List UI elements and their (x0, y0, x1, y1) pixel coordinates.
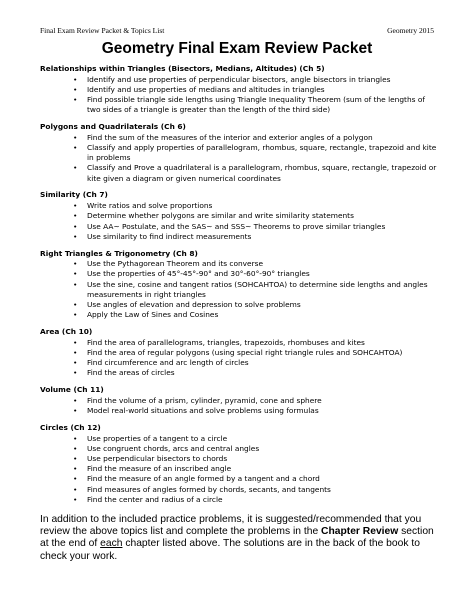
list-item-text: Classify and Prove a quadrilateral is a parallelogram, rhombus, square, rectangle, trapezoid or kite given a diagram or given numerical coordinates (87, 163, 437, 183)
list-item-text: Use properties of a tangent to a circle (87, 433, 228, 443)
list-item (40, 310, 440, 320)
bullet-icon: • (73, 464, 78, 474)
bullet-icon: • (73, 406, 78, 416)
topic-list (40, 133, 440, 184)
section-heading: Relationships within Triangles (Bisectors, Medians, Altitudes) (Ch 5) (40, 64, 325, 73)
list-item-text: Find the measure of an angle formed by a tangent and a chord (87, 474, 320, 484)
list-item-text: Find the area of parallelograms, triangles, trapezoids, rhombuses and kites (87, 337, 365, 347)
list-item (40, 338, 440, 348)
list-item (40, 485, 440, 495)
list-item (40, 232, 440, 242)
list-item (40, 95, 440, 115)
list-item-text: Use similarity to find indirect measurements (87, 231, 252, 241)
list-item (40, 474, 440, 484)
list-item-text: Find the areas of circles (87, 368, 175, 378)
list-item (40, 406, 440, 416)
list-item (40, 368, 440, 378)
list-item-text: Write ratios and solve proportions (87, 201, 213, 211)
topics-list (40, 64, 440, 512)
section-heading: Volume (Ch 11) (40, 385, 104, 395)
list-item (40, 464, 440, 474)
list-item (40, 163, 440, 183)
bullet-icon: • (73, 300, 78, 310)
bullet-icon: • (73, 368, 78, 378)
list-item-text: Find measures of angles formed by chords, secants, and tangents (87, 484, 331, 494)
list-item (40, 259, 440, 269)
bullet-icon: • (73, 95, 78, 105)
list-item-text: Use the properties of 45°-45°-90° and 30°-60°-90° triangles (87, 269, 310, 279)
bullet-icon: • (73, 433, 78, 443)
list-item (40, 133, 440, 143)
list-item (40, 222, 440, 232)
page-title: Geometry Final Exam Review Packet (101, 40, 373, 57)
topic-section (40, 423, 440, 505)
topic-section (40, 327, 440, 379)
list-item (40, 348, 440, 358)
bullet-icon: • (73, 163, 78, 173)
list-item (40, 444, 440, 454)
topic-list (40, 396, 440, 416)
topic-section (40, 385, 440, 416)
bullet-icon: • (73, 269, 78, 279)
footer-text-part3: chapter listed above. The solutions are in the back of the book to check your work. (40, 538, 420, 562)
bullet-icon: • (73, 358, 78, 368)
bullet-icon: • (73, 221, 78, 231)
list-item-text: Find circumference and arc length of circles (87, 358, 249, 368)
list-item-text: Find the area of regular polygons (using special right triangle rules and SOHCAHTOA) (87, 347, 403, 357)
list-item-text: Use AA~ Postulate, and the SAS~ and SSS~ Theorems to prove similar triangles (87, 221, 386, 231)
list-item (40, 201, 440, 211)
section-heading: Similarity (Ch 7) (40, 190, 108, 200)
list-item-text: Use the Pythagorean Theorem and its converse (87, 259, 264, 269)
footer-text-part2: section at the end of (40, 526, 434, 550)
list-item (40, 280, 440, 300)
topic-list (40, 338, 440, 379)
section-heading: Polygons and Quadrilaterals (Ch 6) (40, 122, 186, 132)
list-item (40, 269, 440, 279)
list-item-text: Find the sum of the measures of the interior and exterior angles of a polygon (87, 132, 373, 142)
list-item (40, 75, 440, 85)
list-item-text: Identify and use properties of medians and altitudes in triangles (87, 84, 325, 94)
list-item (40, 434, 440, 444)
bullet-icon: • (73, 279, 78, 289)
list-item (40, 454, 440, 464)
bullet-icon: • (73, 143, 78, 153)
topic-list (40, 434, 440, 505)
list-item (40, 211, 440, 221)
section-heading: Circles (Ch 12) (40, 422, 101, 432)
list-item-text: Use congruent chords, arcs and central angles (87, 443, 260, 453)
topic-section (40, 122, 440, 184)
bullet-icon: • (73, 443, 78, 453)
list-item-text: Model real-world situations and solve problems using formulas (87, 406, 319, 416)
bullet-icon: • (73, 453, 78, 463)
footer-bold-text: Chapter Review (321, 526, 399, 538)
topic-list (40, 75, 440, 116)
list-item-text: Find the center and radius of a circle (87, 494, 223, 504)
bullet-icon: • (73, 474, 78, 484)
footer-text-part1: In addition to the included practice problems, it is suggested/recommended that you review the above topics list and complete the problems in the (40, 514, 422, 538)
list-item (40, 396, 440, 406)
footer-underlined-text: each (100, 538, 123, 550)
bullet-icon: • (73, 211, 78, 221)
list-item-text: Find the volume of a prism, cylinder, pyramid, cone and sphere (87, 395, 322, 405)
list-item (40, 358, 440, 368)
bullet-icon: • (73, 310, 78, 320)
list-item-text: Use perpendicular bisectors to chords (87, 453, 228, 463)
list-item (40, 85, 440, 95)
bullet-icon: • (73, 132, 78, 142)
list-item-text: Apply the Law of Sines and Cosines (87, 310, 219, 320)
bullet-icon: • (73, 74, 78, 84)
bullet-icon: • (73, 347, 78, 357)
list-item-text: Use the sine, cosine and tangent ratios (SOHCAHTOA) to determine side lengths and angles measurements in right triangles (87, 279, 428, 299)
topic-section (40, 190, 440, 242)
list-item-text: Classify and apply properties of parallelogram, rhombus, square, rectangle, trapezoid and kite in problems (87, 143, 437, 163)
list-item (40, 300, 440, 310)
list-item (40, 143, 440, 163)
bullet-icon: • (73, 337, 78, 347)
bullet-icon: • (73, 84, 78, 94)
topic-section (40, 64, 440, 116)
bullet-icon: • (73, 395, 78, 405)
bullet-icon: • (73, 494, 78, 504)
topic-list (40, 201, 440, 242)
list-item-text: Find the measure of an inscribed angle (87, 464, 232, 474)
bullet-icon: • (73, 201, 78, 211)
list-item-text: Find possible triangle side lengths using Triangle Inequality Theorem (sum of the lengths of two sides of a triangle is greater than the length of the third side) (87, 95, 425, 115)
section-heading: Right Triangles & Trigonometry (Ch 8) (40, 248, 198, 258)
bullet-icon: • (73, 259, 78, 269)
bullet-icon: • (73, 231, 78, 241)
topic-list (40, 259, 440, 320)
footer-note (40, 514, 440, 563)
header-right-text: Geometry 2015 (387, 26, 434, 35)
header-left-text: Final Exam Review Packet & Topics List (40, 26, 165, 35)
list-item-text: Determine whether polygons are similar and write similarity statements (87, 211, 354, 221)
list-item (40, 495, 440, 505)
topic-section (40, 249, 440, 321)
list-item-text: Identify and use properties of perpendicular bisectors, angle bisectors in triangles (87, 74, 391, 84)
page-header (40, 26, 434, 38)
section-heading: Area (Ch 10) (40, 327, 93, 337)
list-item-text: Use angles of elevation and depression to solve problems (87, 300, 301, 310)
bullet-icon: • (73, 484, 78, 494)
